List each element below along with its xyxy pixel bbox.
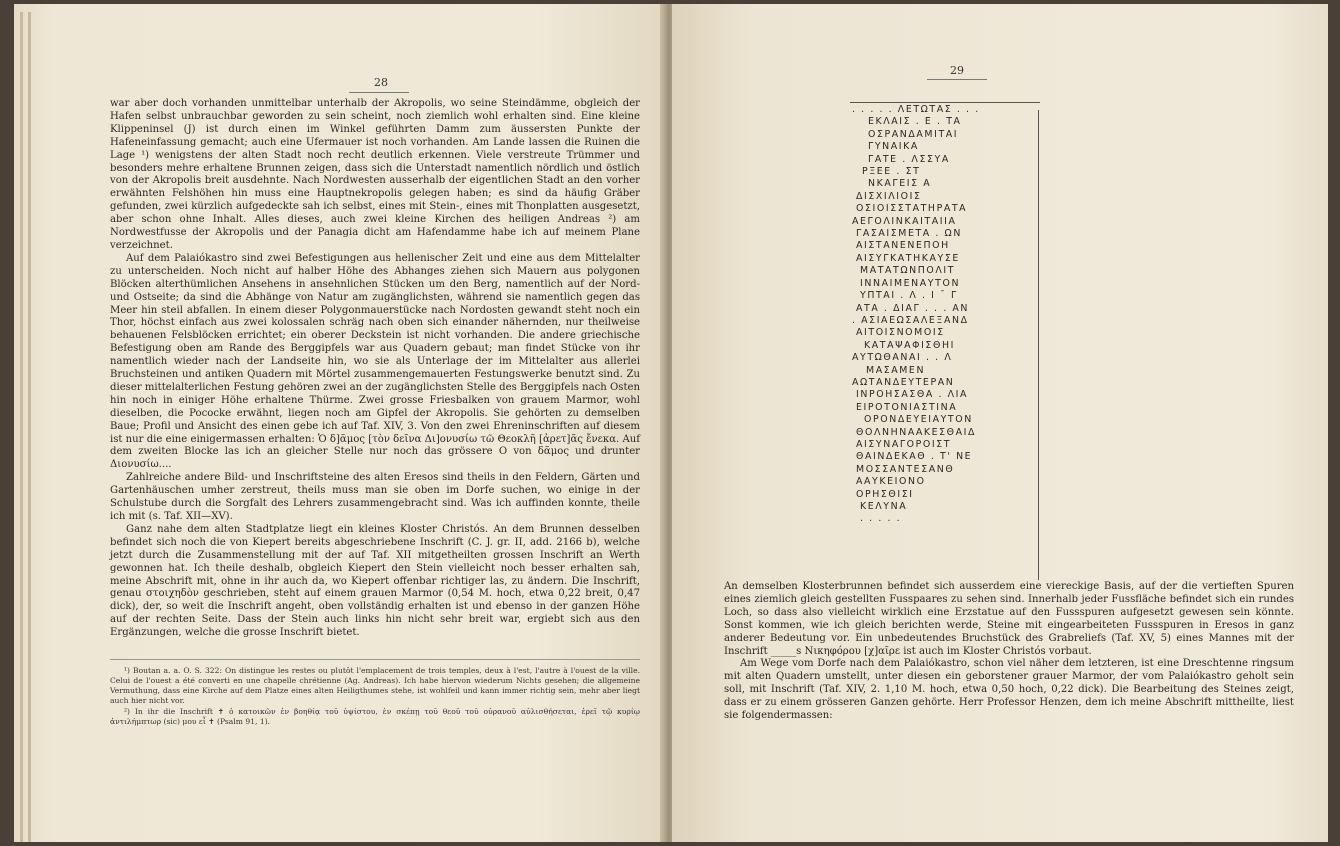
page-number-rule [927, 79, 987, 80]
inscription-line: . . . . . [860, 513, 902, 525]
inscription-line: ΝΚΑΓΕΙΣ Α [868, 178, 932, 190]
page-edge [20, 12, 23, 842]
inscription-line: ΘΟΛΝΗΝΑΑΚΕΣΘΑΙΔ [856, 426, 977, 438]
inscription-line: ΘΑΙΝΔΕΚΑΘ . Τ' ΝΕ [856, 451, 973, 463]
inscription-line: ΑΙΣΥΓΚΑΤΗΚΑΥΣΕ [856, 252, 960, 264]
inscription-line: . . . . . ΛΕΤΩΤΑΣ . . . [852, 104, 980, 115]
inscription-line: ΜΑΣΑΜΕΝ [866, 364, 926, 376]
footnote-rule [110, 659, 640, 660]
footnotes [110, 666, 640, 728]
paragraph: Zahlreiche andere Bild- und Inschriftsteine des alten Eresos sind theils in den Feldern, Gärten und Gartenhäuschen umher zerstreut, theils muss man sie oben im Dorfe suchen, wo einige in der Schulstube durch die Sorgfalt des Lehrers zusammengebracht sind. Was ich auffinden konnte, theile ich mit (s. Taf. XII—XV). [110, 472, 640, 522]
inscription-line: ΙΝΝΑΙΜΕΝΑΥΤΟΝ [860, 277, 961, 289]
footnote: ¹) Boutan a. a. O. S. 322: On distingue les restes ou plutôt l'emplacement de trois temples, deux à l'est, l'autre à l'ouest de la ville. Celui de l'ouest a été converti en une chapelle chrétienne (Ag. Andreas). Ich habe hiervon wiederum Nichts gesehen; die allgemeine Vermuthung, dass eine Kirche auf dem Platze eines alten Heiligthumes stehe, ist wohlfeil und kann immer richtig sein, mehr aber liegt auch hier nicht vor. [110, 666, 640, 705]
inscription-line: ΜΟΣΣΑΝΤΕΣΑΝΘ [856, 463, 955, 475]
inscription-line: ΓΑΣΑΙΣΜΕΤΑ . ΩΝ [856, 228, 962, 240]
inscription-line: ΑΙΤΟΙΣΝΟΜΟΙΣ [856, 327, 945, 339]
right-page [672, 4, 1328, 842]
inscription-line: ΑΑΥΚΕΙΟΝΟ [856, 476, 926, 488]
right-body-text [724, 581, 1294, 723]
inscription-line: ΕΙΡΟΤΟΝΙΑΣΤΙΝΑ [856, 401, 958, 413]
inscription-line: ΓΥΝΑΙΚΑ [868, 141, 919, 153]
paragraph: war aber doch vorhanden unmittelbar unterhalb der Akropolis, wo seine Steindämme, obgleich der Hafen selbst unbrauchbar geworden zu sein scheint, noch ziemlich wohl erhalten sind. Eine kleine Klippeninsel (J) ist durch einen im Winkel geführten Damm zum äussersten Punkte der Hafeneinfassung gemacht; auch eine Ufermauer ist noch vorhanden. Am Lande lassen die Ruinen die Lage ¹) wenigstens der alten Stadt noch recht deutlich erkennen. Viele verstreute Trümmer und besonders mehre erhaltene Brunnen zeigen, dass sich die Unterstadt namentlich nördlich und östlich von der Akropolis breit ausdehnte. Nach Nordwesten ausserhalb der eigentlichen Stadt an den vorher erwähnten Felshöhen hin muss eine Hauptnekropolis gelegen haben; es sind da häufig Gräber gefunden, zwei kürzlich aufgedeckte sah ich selbst, eines mit Stein-, eines mit Thonplatten ausgesetzt, aber schon ohne Inhalt. Alles dieses, auch zwei kleine Kirchen des heiligen Andreas ²) am Nordwestfusse der Akropolis und der Panagia dicht am Hafendamme habe ich auf meinem Plane verzeichnet. [110, 98, 640, 251]
inscription-line: ΔΙΣΧΙΛΙΟΙΣ [856, 190, 922, 202]
inscription-line: ΑΙΣΤΑΝΕΝΕΠΟΗ [856, 240, 950, 252]
inscription-top-rule [850, 102, 1040, 103]
inscription-line: ΥΠΤΑΙ . Λ . Ι ¯ Γ [860, 290, 958, 302]
inscription-line: ΚΕΛΥΝΑ [860, 501, 908, 512]
inscription-line: ΑΥΤΩΘΑΝΑΙ . . Λ [852, 352, 953, 364]
paragraph: Am Wege vom Dorfe nach dem Palaiókastro, schon viel näher dem letzteren, ist eine Dreschtenne ringsum mit alten Quadern umstellt, unter diesen ein geborstener grauer Marmor, der vom Palaiókastro geholt sein soll, mit Inschrift (Taf. XIV, 2. 1,10 M. hoch, etwa 0,50 hoch, 0,22 dick). Die Bearbeitung des Steines zeigt, dass er zu einem grösseren Ganzen gehörte. Herr Professor Henzen, dem ich meine Abschrift mittheilte, liest sie folgendermassen: [724, 658, 1294, 722]
left-body-text [110, 98, 640, 640]
inscription-line: ΑΩΤΑΝΔΕΥΤΕΡΑΝ [852, 376, 955, 388]
page-number: 29 [950, 64, 964, 77]
inscription-line: ΑΤΑ . ΔΙΑΓ . . . ΑΝ [856, 302, 969, 314]
footnote: ²) In ihr die Inschrift ✝ ὁ κατοικῶν ἐν βοηθίᾳ τοῦ ὑψίστου, ἐν σκέπῃ τοῦ θεοῦ τοῦ οὐρανοῦ αὐλισθήσεται, ἐρεῖ τῷ κυρίῳ ἀντιλήμπτωρ (sic) μου εἶ ✝ (Psalm 91, 1). [110, 707, 640, 726]
paragraph: Auf dem Palaiókastro sind zwei Befestigungen aus hellenischer Zeit und eine aus dem Mittelalter zu unterscheiden. Noch nicht auf halber Höhe des Abhanges ziehen sich Mauern aus polygonen Blöcken alterthümlichen Ansehens in ansehnlichen Stücken um den Berg, namentlich auf der Nord- und Ostseite; da sind die Abhänge von Natur am zugänglichsten, während sie namentlich gegen das Meer hin steil abfallen. In einem dieser Polygonmauerstücke nach Nordosten gewandt steht noch ein Thor, höchst einfach aus zwei kolossalen schräg nach oben sich einander nähernden, nur theilweise behauenen Felsblöcken errichtet; ein oberer Deckstein ist nicht vorhanden. Die andere griechische Befestigung oben am Rande des Berggipfels war aus Quadern gebaut; man findet Stücke von ihr namentlich wieder nach der Landseite hin, wo sie als Unterlage der im Mittelalter aus allerlei Bruchsteinen und antiken Quadern mit Mörtel zusammengemauerten Festungswerke benutzt sind. Zu dieser mittelalterlichen Festung gehören zwei an der zugänglichsten Stelle des Berggipfels nach Osten hin noch in einiger Höhe erhaltene Thürme. Zwei grosse Friesbalken von grauem Marmor, wohl dieselben, die Pococke erwähnt, liegen noch am Gipfel der Akropolis. Sie gehörten zu demselben Baue; Profil und Ansicht des einen gebe ich auf Taf. XIV, 3. Von den zwei Ehreninschriften auf diesem ist nur die eine einigermassen erhalten: Ὁ δ]ᾶμος [τὸν δεῖνα Δι]ονυσίω τῶ Θεοκλῆ [ἀρετ]ᾶς ἔνεκα. Auf dem zweiten Blocke las ich an gleicher Stelle nur noch das grössere O von δᾶμος und drunter Διονυσίω.... [110, 252, 640, 471]
inscription-line: ΟΡΗΣΘΙΣΙ [856, 488, 914, 500]
page-edge [28, 12, 31, 842]
page-number-rule [349, 92, 409, 93]
inscription-line: ΕΚΛΑΙΣ . Ε . ΤΑ [868, 116, 962, 128]
paragraph: Ganz nahe dem alten Stadtplatze liegt ein kleines Kloster Christós. An dem Brunnen desselben befindet sich noch die von Kiepert bereits abgeschriebene Inschrift (C. J. gr. II, add. 2166 b), welche jetzt durch die Zusammenstellung mit der auf Taf. XII mitgetheilten grossen Inschrift an Werth gewonnen hat. Ich theile deshalb, obgleich Kiepert den Stein vielleicht noch besser erhalten sah, meine Abschrift mit, ohne in ihr auch da, wo Kiepert offenbar richtiger las, zu ändern. Die Inschrift, genau στοιχηδὸν geschrieben, steht auf einem grauen Marmor (0,54 M. hoch, etwa 0,22 breit, 0,47 dick), der, so weit die Inschrift angeht, oben vollständig erhalten ist und ebenso in der ganzen Höhe auf der rechten Seite. Dass der Stein auch links hin nicht sehr breit war, ergiebt sich aus den Ergänzungen, welche die grosse Inschrift bietet. [110, 523, 640, 639]
greek-inscription [852, 104, 1042, 526]
inscription-line: ΚΑΤΑΨΑΦΙΣΘΗΙ [864, 339, 955, 351]
inscription-line: ΙΝΡΟΗΣΑΣΘΑ . ΛΙΑ [856, 389, 969, 401]
inscription-line: ΟΣΙΟΙΣΣΤΑΤΗΡΑΤΑ [856, 203, 968, 215]
inscription-line: ΟΡΟΝΔΕΥΕΙΑΥΤΟΝ [864, 414, 973, 426]
inscription-line: . ΑΣΙΑΕΩΣΑΛΕΞΑΝΔ [852, 314, 969, 326]
inscription-line: ΡΞΕΕ . ΣΤ [862, 166, 921, 178]
inscription-line: ΓΑΤΕ . ΛΣΣΥΑ [868, 153, 950, 165]
inscription-line: ΟΣΡΑΝΔΑΜΙΤΑΙ [868, 128, 959, 140]
left-page [14, 4, 666, 842]
page-number: 28 [374, 76, 388, 89]
inscription-line: ΜΑΤΑΤΩΝΠΟΛΙΤ [860, 265, 956, 277]
inscription-line: ΑΙΣΥΝΑΓΟΡΟΙΣΤ [856, 438, 952, 450]
paragraph: An demselben Klosterbrunnen befindet sich ausserdem eine viereckige Basis, auf der die vertieften Spuren eines ziemlich gleich gestellten Fusspaares zu sehen sind. Innerhalb jeder Fussfläche befindet sich ein rundes Loch, so dass also vielleicht wirklich eine Erzstatue auf den Fussspuren aufgesetzt gewesen sein könnte. Sonst kommen, wie ich gleich berichten werde, Steine mit eingearbeiteten Fussspuren in Eresos in ganz anderer Bedeutung vor. Ein unbedeutendes Bruchstück des Grabreliefs (Taf. XV, 5) eines Mannes mit der Inschrift _____s Νικηφόρου [χ]αῖρε ist auch im Kloster Christós vorbaut. [724, 581, 1294, 657]
inscription-line: ΑΕΓΟΛΙΝΚΑΙΤΑΙΙΑ [852, 215, 957, 227]
